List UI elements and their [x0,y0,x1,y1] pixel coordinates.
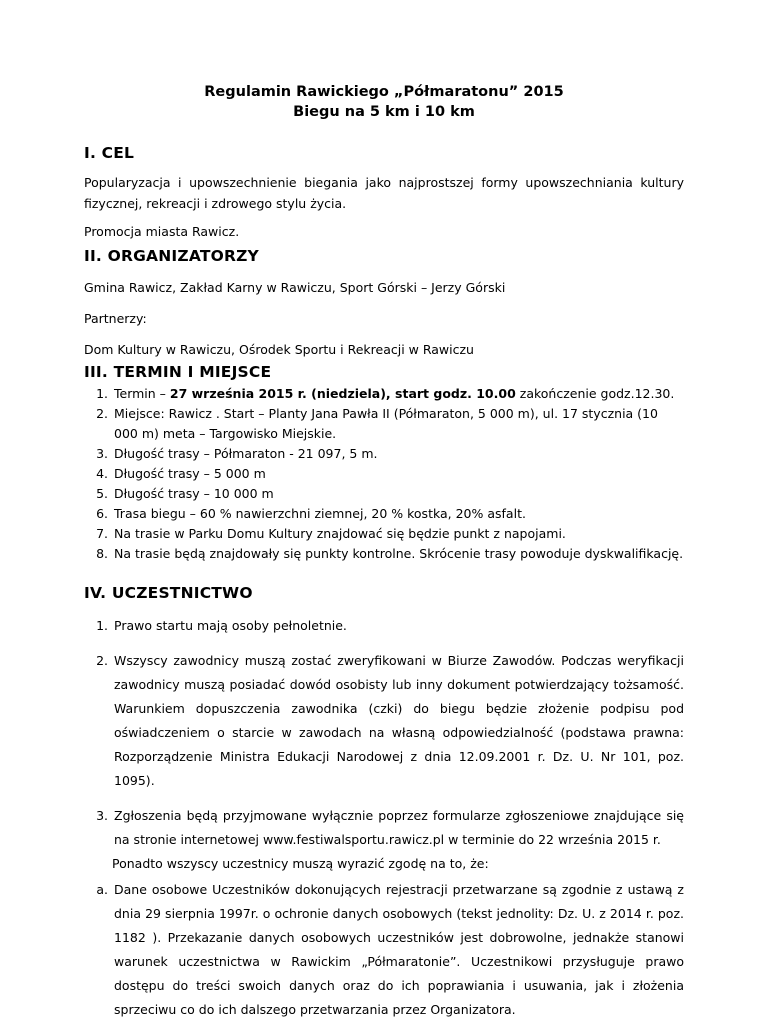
list-item: 1. Prawo startu mają osoby pełnoletnie. [96,618,347,633]
organizatorzy-paragraph-3: Dom Kultury w Rawiczu, Ośrodek Sportu i Rekreacji w Rawiczu [84,342,474,357]
list-item: 6. Trasa biegu – 60 % nawierzchni ziemnej, 20 % kostka, 20% asfalt. [96,506,526,521]
list-item: 5. Długość trasy – 10 000 m [96,486,274,501]
list-item: 4. Długość trasy – 5 000 m [96,466,266,481]
section-heading-uczestnictwo: IV. UCZESTNICTWO [84,584,253,602]
list-item: 3. Zgłoszenia będą przyjmowane wyłącznie poprzez formularze zgłoszeniowe znajdujące się na stronie internetowej www.festiwalsportu.rawicz.pl w terminie do 22 września 2015 r. [96,808,684,847]
list-item: a. Dane osobowe Uczestników dokonujących rejestracji przetwarzane są zgodnie z ustawą z dnia 29 sierpnia 1997r. o ochronie danych osobowych (tekst jednolity: Dz. U. z 2014 r. poz. 1182 ). Przekazanie danych osobowych uczestników jest dobrowolne, jednakże stanowi warunek uczestnictwa w Rawickim „Półmaratonie”. Uczestnikowi przysługuje prawo dostępu do treści swoich danych oraz do ich poprawiania i usuwania, jak i złożenia sprzeciwu co do ich dalszego przetwarzania przez Organizatora. [96,882,684,1017]
section-heading-organizatorzy: II. ORGANIZATORZY [84,247,259,265]
title-line-1: Regulamin Rawickiego „Półmaratonu” 2015 [204,84,564,100]
list-item: 3. Długość trasy – Półmaraton - 21 097, 5 m. [96,446,378,461]
termin-list [84,384,684,564]
consent-intro: Ponadto wszyscy uczestnicy muszą wyrazić zgodę na to, że: [112,856,489,871]
cel-paragraph-1: Popularyzacja i upowszechnienie biegania jako najprostszej formy upowszechniania kultury fizycznej, rekreacji i zdrowego stylu życia. [84,175,684,211]
consent-list [84,878,684,1022]
section-heading-termin: III. TERMIN I MIEJSCE [84,363,272,381]
list-item: 2. Wszyscy zawodnicy muszą zostać zweryfikowani w Biurze Zawodów. Podczas weryfikacji zawodnicy muszą posiadać dowód osobisty lub inny dokument potwierdzający tożsamość. Warunkiem dopuszczenia zawodnika (czki) do biegu będzie złożenie podpisu pod oświadczeniem o starcie w zawodach na własną odpowiedzialność (podstawa prawna: Rozporządzenie Ministra Edukacji Narodowej z dnia 12.09.2001 r. Dz. U. Nr 101, poz. 1095). [96,653,684,788]
uczestnictwo-list [84,614,684,852]
list-item: 8. Na trasie będą znajdowały się punkty kontrolne. Skrócenie trasy powoduje dyskwalifikację. [96,546,684,561]
document-title [84,82,684,122]
title-line-2: Biegu na 5 km i 10 km [293,104,475,120]
organizatorzy-paragraph-2: Partnerzy: [84,311,147,326]
cel-paragraph-2: Promocja miasta Rawicz. [84,224,240,239]
organizatorzy-paragraph-1: Gmina Rawicz, Zakład Karny w Rawiczu, Sport Górski – Jerzy Górski [84,280,506,295]
list-item: 2. Miejsce: Rawicz . Start – Planty Jana Pawła II (Półmaraton, 5 000 m), ul. 17 stycznia (10 000 m) meta – Targowisko Miejskie. [96,406,658,441]
list-item: 7. Na trasie w Parku Domu Kultury znajdować się będzie punkt z napojami. [96,526,566,541]
list-item: 1. Termin – 27 września 2015 r. (niedziela), start godz. 10.00 zakończenie godz.12.30. [96,386,675,401]
section-heading-cel: I. CEL [84,144,135,162]
